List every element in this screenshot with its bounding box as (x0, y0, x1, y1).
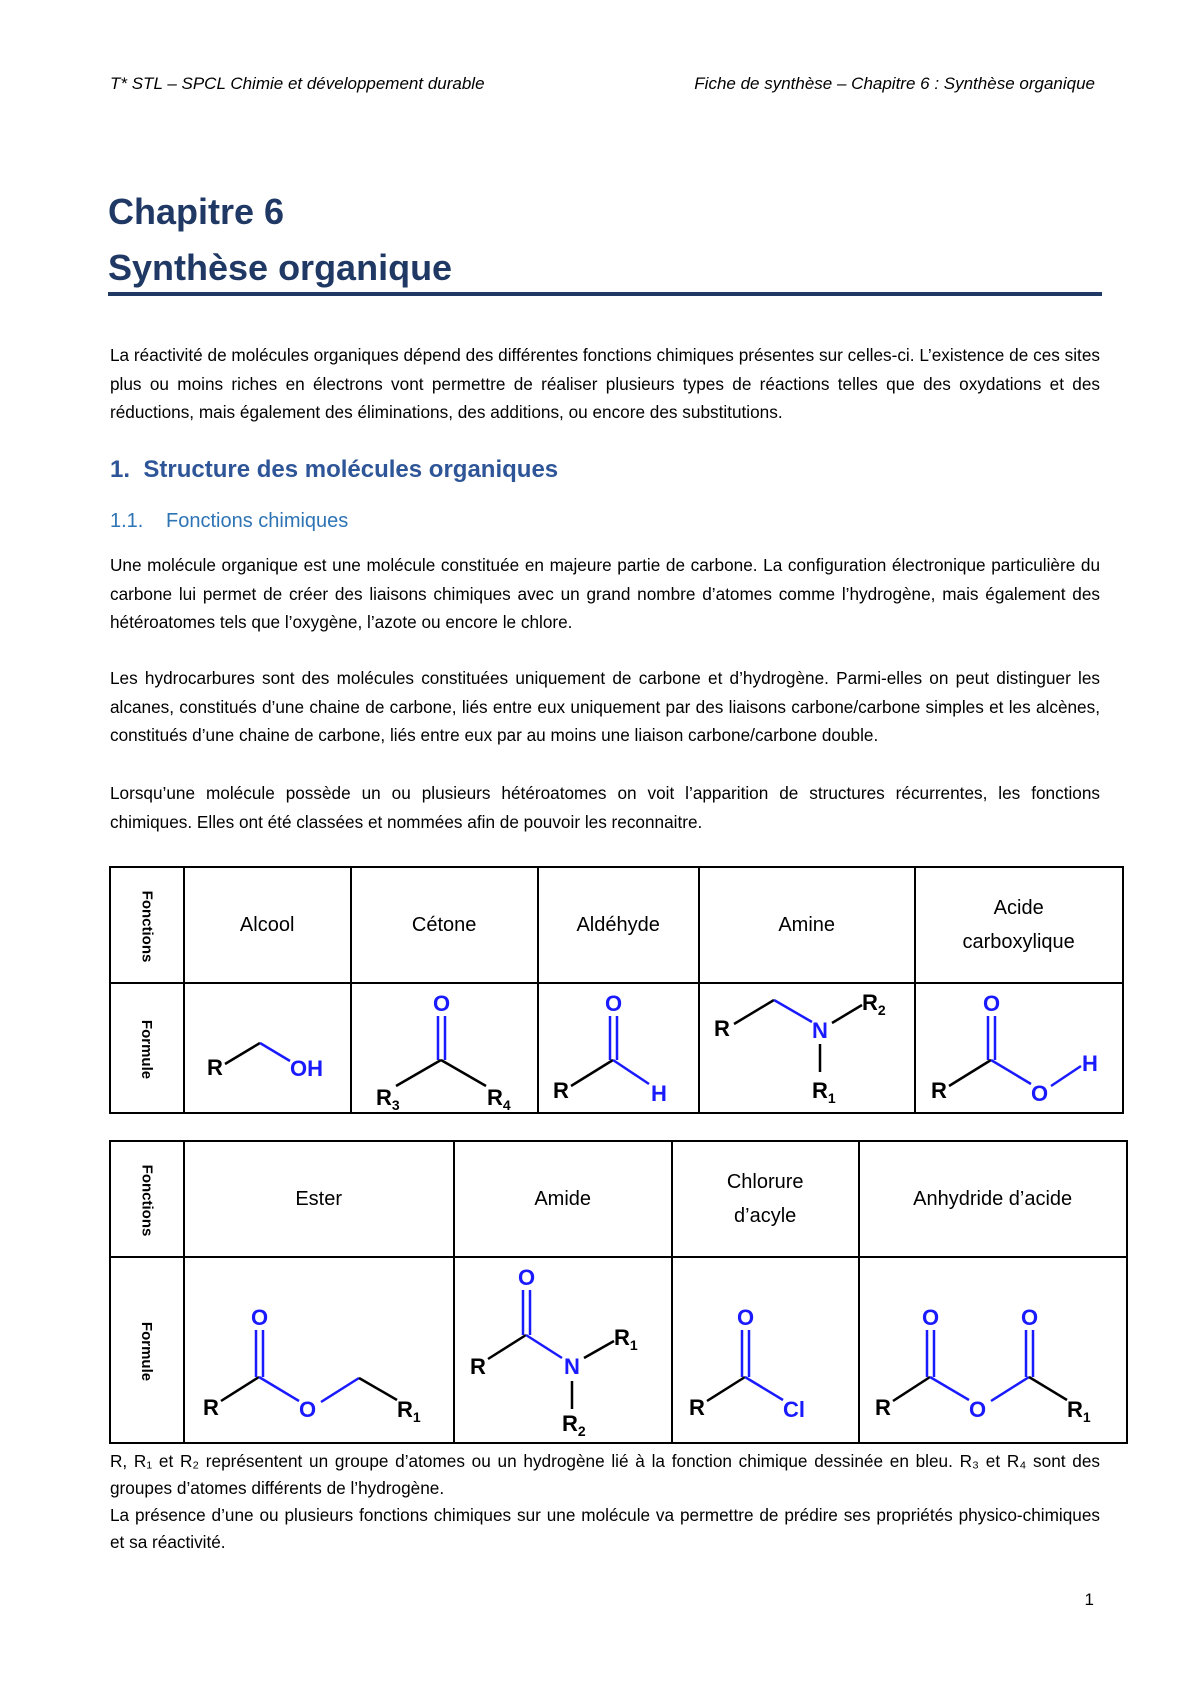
acide-structure (919, 986, 1119, 1111)
aldehyde-structure (541, 986, 696, 1111)
functions-table-2 (109, 1140, 1128, 1444)
svg-text:H: H (1081, 1050, 1098, 1076)
svg-text:O: O (1020, 1305, 1038, 1330)
row-label-functions-2: Fonctions (110, 1141, 184, 1257)
functions-table-1 (109, 866, 1124, 1114)
svg-text:O: O (982, 990, 1000, 1016)
svg-text:R2: $R_2$ (561, 1410, 586, 1438)
subsection-number: 1.1. (110, 510, 144, 532)
svg-text:O: O (604, 990, 622, 1016)
title-rule (108, 292, 1102, 296)
svg-text:H: H (650, 1080, 667, 1106)
cell-acide-carboxylique: Acide carboxylique (915, 867, 1123, 983)
formula-amine (699, 983, 915, 1113)
page-number: 1 (1084, 1590, 1094, 1609)
cell-aldehyde: Aldéhyde (538, 867, 699, 983)
svg-text:R3: $R_3$ (376, 1084, 400, 1111)
svg-text:O: O (921, 1305, 939, 1330)
svg-text:R: R (469, 1353, 486, 1379)
svg-text:R: R (202, 1395, 219, 1420)
intro-paragraph: La réactivité de molécules organiques dépend des différentes fonctions chimiques présentes sur celles-ci. L’existence de ces sites plus ou moins riches en électrons vont permettre de réaliser plusieurs types de réactions telles que des oxydations et des réductions, mais également des éliminations, des additions, ou encore des substitutions. (110, 345, 1100, 422)
svg-text:O: O (298, 1397, 316, 1422)
formula-ester (184, 1257, 454, 1443)
svg-text:O: O (250, 1305, 268, 1330)
formula-chlorure-acyle (672, 1257, 859, 1443)
title-line-2: Synthèse organique (108, 247, 453, 288)
page-title (108, 184, 452, 296)
cetone-structure (354, 986, 534, 1111)
cell-amine: Amine (699, 867, 915, 983)
row-label-formula-2: Formule (110, 1257, 184, 1443)
paragraph-hydrocarbons: Les hydrocarbures sont des molécules constituées uniquement de carbone et d’hydrogène. Parmi-elles on peut distinguer les alcanes, constitués d’une chaine de carbone, liés entre eux uniquement par des liaisons carbone/carbone simples et les alcènes, constitués d’une chaine de carbone, liés entre eux par au moins une liaison carbone/carbone double. (110, 668, 1100, 745)
section-number: 1. (110, 456, 131, 483)
svg-text:N: N (811, 1017, 828, 1043)
svg-text:OH: OH (290, 1055, 324, 1081)
formula-acide-carboxylique (915, 983, 1123, 1113)
svg-text:O: O (433, 990, 451, 1016)
paragraph-functions: Lorsqu’une molécule possède un ou plusieurs hétéroatomes on voit l’apparition de structures récurrentes, les fonctions chimiques. Elles ont été classées et nommées afin de pouvoir les reconnaitre. (110, 783, 1100, 832)
cell-ester: Ester (184, 1141, 454, 1257)
formula-anhydride (859, 1257, 1127, 1443)
note-paragraph-2: La présence d’une ou plusieurs fonctions chimiques sur une molécule va permettre de prédire ses propriétés physico-chimiques et sa réactivité. (110, 1505, 1100, 1552)
svg-text:R1: $R_1$ (396, 1397, 421, 1425)
svg-text:R1: $R_1$ (811, 1077, 836, 1106)
svg-text:O: O (737, 1305, 755, 1330)
svg-text:R1: $R_1$ (1066, 1397, 1091, 1425)
svg-text:O: O (968, 1397, 986, 1422)
section-title: Structure des molécules organiques (143, 456, 559, 483)
svg-text:R: R (713, 1015, 730, 1041)
anhydride-structure (865, 1265, 1121, 1435)
svg-text:N: N (563, 1353, 580, 1379)
svg-text:R: R (689, 1395, 706, 1420)
amide-structure (458, 1263, 668, 1438)
cell-amide: Amide (454, 1141, 672, 1257)
svg-text:R: R (552, 1077, 569, 1103)
ester-structure (189, 1265, 449, 1435)
amine-structure (702, 986, 912, 1111)
svg-text:R: R (874, 1395, 891, 1420)
row-label-formula: Formule (110, 983, 184, 1113)
svg-text:R4: $R_4$ (487, 1084, 511, 1111)
formula-aldehyde (538, 983, 699, 1113)
header-right: Fiche de synthèse – Chapitre 6 : Synthèse organique (694, 74, 1095, 93)
svg-text:R: R (930, 1077, 947, 1103)
formula-cetone (351, 983, 538, 1113)
svg-text:R1: $R_1$ (613, 1324, 638, 1353)
chlorure-acyle-structure (675, 1265, 855, 1435)
row-label-functions: Fonctions (110, 867, 184, 983)
svg-text:R2: $R_2$ (861, 989, 886, 1018)
formula-amide (454, 1257, 672, 1443)
svg-text:Cl: Cl (783, 1397, 806, 1422)
alcool-structure (187, 986, 347, 1111)
svg-text:O: O (517, 1264, 535, 1290)
formula-alcool (184, 983, 351, 1113)
section-heading-1 (110, 456, 558, 484)
header-left: T* STL – SPCL Chimie et développement durable (110, 74, 485, 93)
paragraph-organic-molecule: Une molécule organique est une molécule constituée en majeure partie de carbone. La configuration électronique particulière du carbone lui permet de créer des liaisons chimiques avec un grand nombre d’atomes comme l’hydrogène, mais également des hétéroatomes tels que l’oxygène, l’azote ou encore le chlore. (110, 555, 1100, 632)
svg-text:O: O (1030, 1080, 1048, 1106)
cell-cetone: Cétone (351, 867, 538, 983)
svg-text:R: R (207, 1054, 224, 1080)
cell-alcool: Alcool (184, 867, 351, 983)
title-line-1: Chapitre 6 (108, 191, 285, 232)
cell-anhydride: Anhydride d’acide (859, 1141, 1127, 1257)
subsection-title: Fonctions chimiques (166, 510, 349, 532)
cell-chlorure-acyle: Chlorure d’acyle (672, 1141, 859, 1257)
note-paragraph-1: R, R₁ et R₂ représentent un groupe d’atomes ou un hydrogène lié à la fonction chimique dessinée en bleu. R₃ et R₄ sont des groupes d’atomes différents de l’hydrogène. (110, 1451, 1100, 1498)
subsection-heading-1-1 (110, 510, 348, 533)
